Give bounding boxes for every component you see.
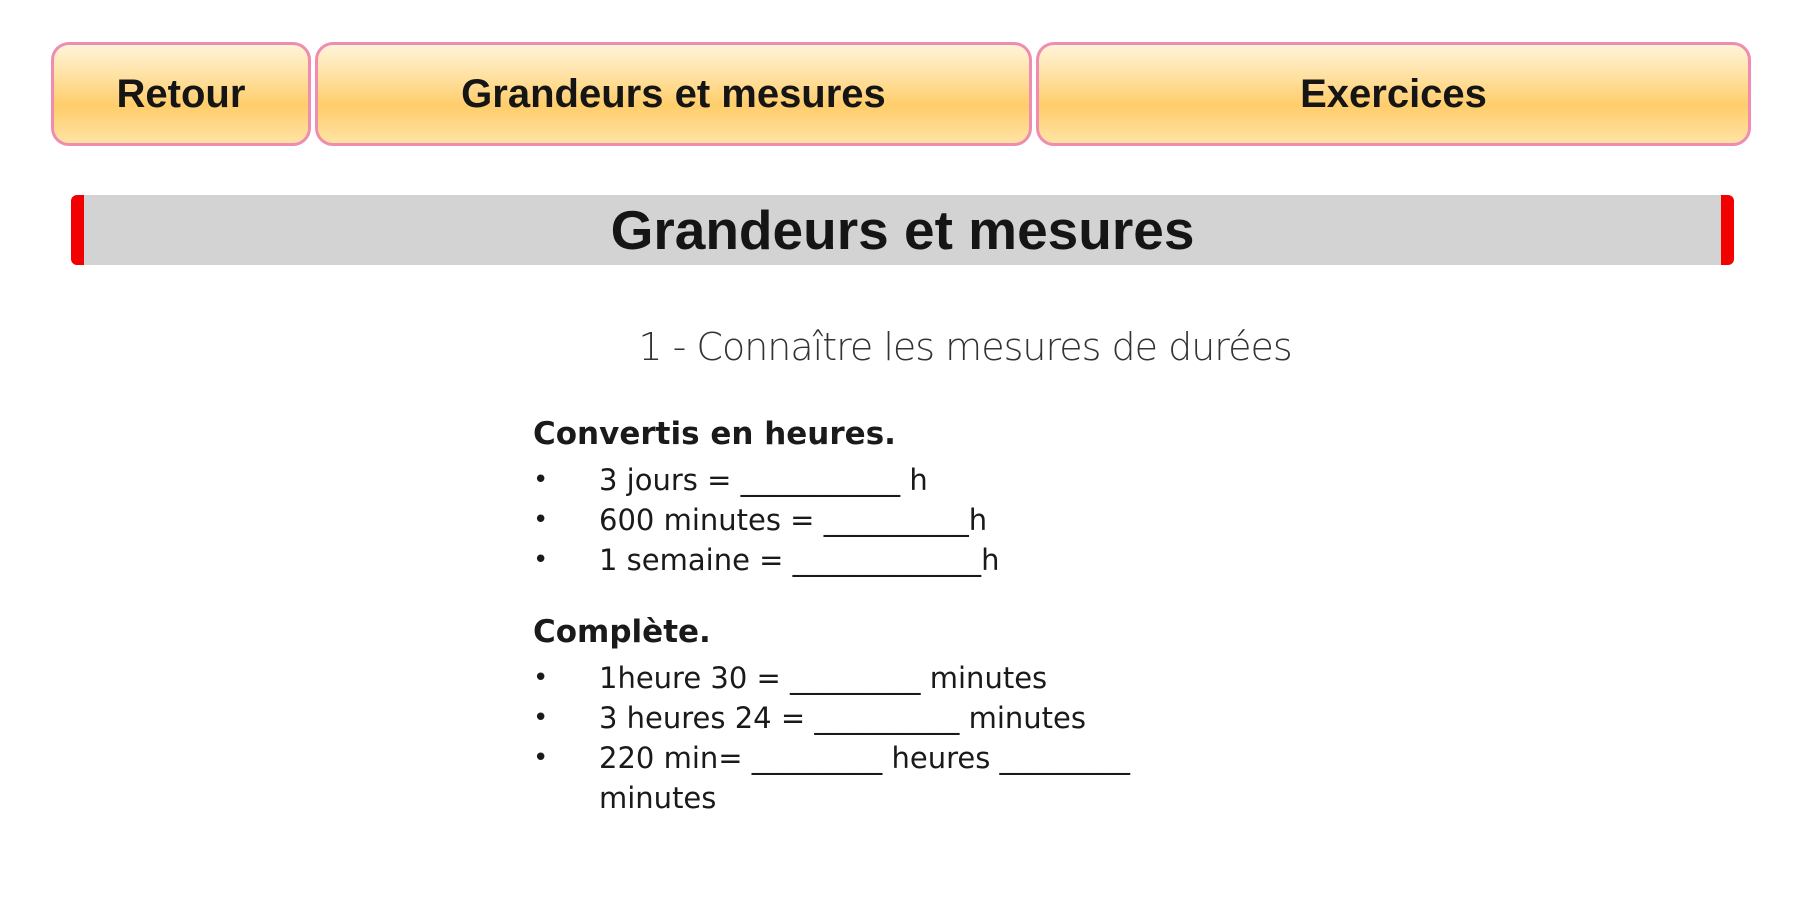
topic-button[interactable]: Grandeurs et mesures	[315, 42, 1032, 146]
exercise-text: 600 minutes = __________h	[599, 503, 988, 537]
exercise-item	[533, 698, 1293, 738]
back-button[interactable]: Retour	[51, 42, 311, 146]
section-heading: Convertis en heures.	[533, 416, 896, 452]
exercise-item-continuation	[533, 778, 1293, 818]
exercise-item	[533, 500, 1293, 540]
bullet-icon: •	[533, 663, 549, 693]
page-title: Grandeurs et mesures	[71, 195, 1734, 265]
lesson-subtitle: 1 - Connaître les mesures de durées	[638, 325, 1292, 369]
exercise-item	[533, 460, 1293, 500]
exercise-text: 1 semaine = _____________h	[599, 543, 1000, 577]
worksheet	[533, 412, 1293, 818]
exercise-text: 1heure 30 = _________ minutes	[599, 661, 1048, 695]
top-navigation	[51, 42, 1751, 150]
exercise-text: 3 heures 24 = __________ minutes	[599, 701, 1086, 735]
bullet-icon: •	[533, 743, 549, 773]
exercise-item	[533, 738, 1293, 778]
exercise-text: 220 min= _________ heures _________	[599, 741, 1131, 775]
section-spacer	[533, 580, 1293, 610]
exercise-item	[533, 540, 1293, 580]
section-convert-hours	[533, 412, 1293, 580]
section-complete	[533, 610, 1293, 818]
bullet-icon: •	[533, 465, 549, 495]
exercise-text: 3 jours = ___________ h	[599, 463, 928, 497]
exercise-list	[533, 658, 1293, 818]
bullet-icon: •	[533, 545, 549, 575]
bullet-icon: •	[533, 703, 549, 733]
bullet-icon: •	[533, 505, 549, 535]
exercise-list	[533, 460, 1293, 580]
exercise-item	[533, 658, 1293, 698]
exercise-text: minutes	[599, 781, 717, 815]
section-heading: Complète.	[533, 614, 711, 650]
exercises-button[interactable]: Exercices	[1036, 42, 1751, 146]
